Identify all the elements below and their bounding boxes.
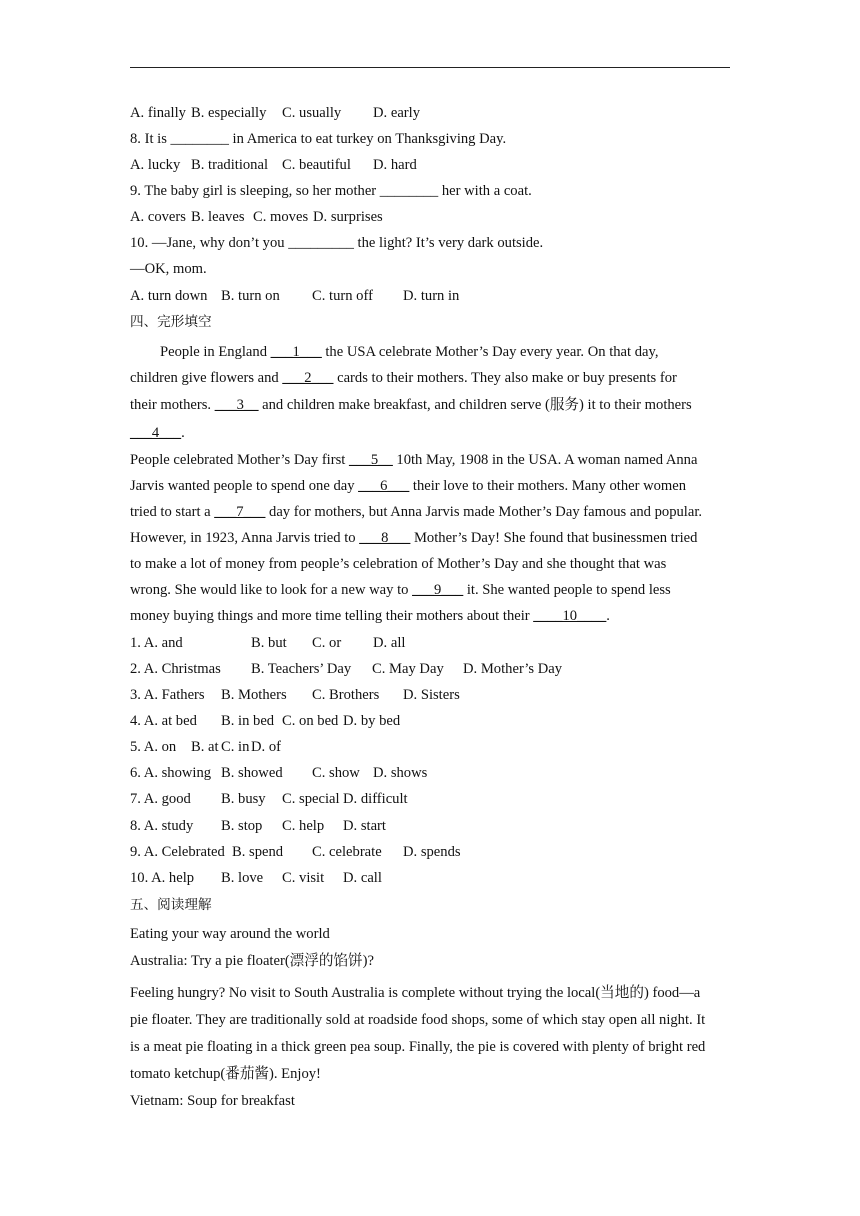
cloze-option-row: 7. A. good B. busy C. special D. difficult xyxy=(130,791,408,807)
cloze-option-row: 2. A. Christmas B. Teachers’ Day C. May Day D. Mother’s Day xyxy=(130,661,563,677)
cloze-option-row: 5. A. on B. at C. in D. of xyxy=(130,739,281,755)
option-a: A. lucky xyxy=(130,157,181,173)
blank-6: ___6___ xyxy=(358,478,410,494)
cloze-option-row: 6. A. showing B. showed C. show D. shows xyxy=(130,765,428,781)
q8-stem: 8. It is ________ in America to eat turkey on Thanksgiving Day. xyxy=(130,131,507,147)
blank-5: ___5__ xyxy=(348,452,393,468)
section-heading-reading: 五、阅读理解 xyxy=(130,897,212,913)
passage-line: Jarvis wanted people to spend one day ___6___ their love to their mothers. Many other women xyxy=(130,478,687,494)
option-c: C. turn off xyxy=(312,288,373,304)
option-b: B. traditional xyxy=(191,157,269,173)
reading-subheading: Australia: Try a pie floater(漂浮的馅饼)? xyxy=(130,953,374,969)
blank-3: ___3__ xyxy=(214,397,259,413)
passage-line: children give flowers and ___2___ cards to their mothers. They also make or buy presents for xyxy=(130,370,677,386)
option-a: A. finally xyxy=(130,105,186,121)
section-heading-cloze: 四、完形填空 xyxy=(130,314,212,330)
option-b: B. turn on xyxy=(221,288,280,304)
q8-options xyxy=(130,156,417,174)
passage-line: to make a lot of money from people’s celebration of Mother’s Day and she thought that was xyxy=(130,556,667,572)
option-d: D. hard xyxy=(373,157,417,173)
q9-stem: 9. The baby girl is sleeping, so her mother ________ her with a coat. xyxy=(130,183,532,199)
blank-4: ___4___ xyxy=(130,425,182,441)
option-c: C. beautiful xyxy=(282,157,351,173)
option-b: B. leaves xyxy=(191,209,245,225)
option-a: A. turn down xyxy=(130,288,208,304)
cloze-option-row: 1. A. and B. but C. or D. all xyxy=(130,635,406,651)
blank-2: ___2___ xyxy=(282,370,334,386)
blank-8: ___8___ xyxy=(359,530,411,546)
reading-paragraph-line: pie floater. They are traditionally sold at roadside food shops, some of which stay open all night. It xyxy=(130,1012,706,1028)
passage-line: wrong. She would like to look for a new way to ___9___ it. She wanted people to spend less xyxy=(130,582,671,598)
q10-options xyxy=(130,287,459,305)
cloze-option-row: 9. A. Celebrated B. spend C. celebrate D. spends xyxy=(130,844,461,860)
header-rule xyxy=(130,67,730,68)
passage-line: People in England ___1___ the USA celebrate Mother’s Day every year. On that day, xyxy=(160,344,659,360)
option-b: B. especially xyxy=(191,105,267,121)
option-c: C. usually xyxy=(282,105,342,121)
blank-9: ___9___ xyxy=(412,582,464,598)
q9-options xyxy=(130,208,383,226)
reading-subheading: Vietnam: Soup for breakfast xyxy=(130,1093,295,1109)
option-d: D. early xyxy=(373,105,421,121)
blank-7: ___7___ xyxy=(214,504,266,520)
option-d: D. surprises xyxy=(313,209,383,225)
option-d: D. turn in xyxy=(403,288,460,304)
blank-1: ___1___ xyxy=(270,344,322,360)
q10-stem: 10. —Jane, why don’t you _________ the light? It’s very dark outside. xyxy=(130,235,544,251)
cloze-option-row: 3. A. Fathers B. Mothers C. Brothers D. Sisters xyxy=(130,687,460,703)
cloze-option-row: 10. A. help B. love C. visit D. call xyxy=(130,870,382,886)
passage-line: their mothers. ___3__ and children make breakfast, and children serve (服务) it to their mothers xyxy=(130,397,692,413)
blank-10: ____10____ xyxy=(533,608,607,624)
passage-line: However, in 1923, Anna Jarvis tried to ___8___ Mother’s Day! She found that businessmen tried xyxy=(130,530,698,546)
passage-line: People celebrated Mother’s Day first ___5__ 10th May, 1908 in the USA. A woman named Anna xyxy=(130,452,698,468)
passage-line: ___4___. xyxy=(130,425,185,441)
cloze-option-row: 4. A. at bed B. in bed C. on bed D. by bed xyxy=(130,713,401,729)
reading-paragraph-line: Feeling hungry? No visit to South Australia is complete without trying the local(当地的) food—a xyxy=(130,985,701,1001)
q10-reply: —OK, mom. xyxy=(130,261,207,277)
reading-paragraph-line: tomato ketchup(番茄酱). Enjoy! xyxy=(130,1066,321,1082)
reading-paragraph-line: is a meat pie floating in a thick green pea soup. Finally, the pie is covered with plenty of bright red xyxy=(130,1039,706,1055)
option-c: C. moves xyxy=(253,209,309,225)
passage-line: money buying things and more time telling their mothers about their ____10____. xyxy=(130,608,610,624)
reading-title: Eating your way around the world xyxy=(130,926,330,942)
option-a: A. covers xyxy=(130,209,186,225)
q7-options xyxy=(130,104,420,122)
passage-line: tried to start a ___7___ day for mothers, but Anna Jarvis made Mother’s Day famous and popular. xyxy=(130,504,703,520)
cloze-option-row: 8. A. study B. stop C. help D. start xyxy=(130,818,386,834)
